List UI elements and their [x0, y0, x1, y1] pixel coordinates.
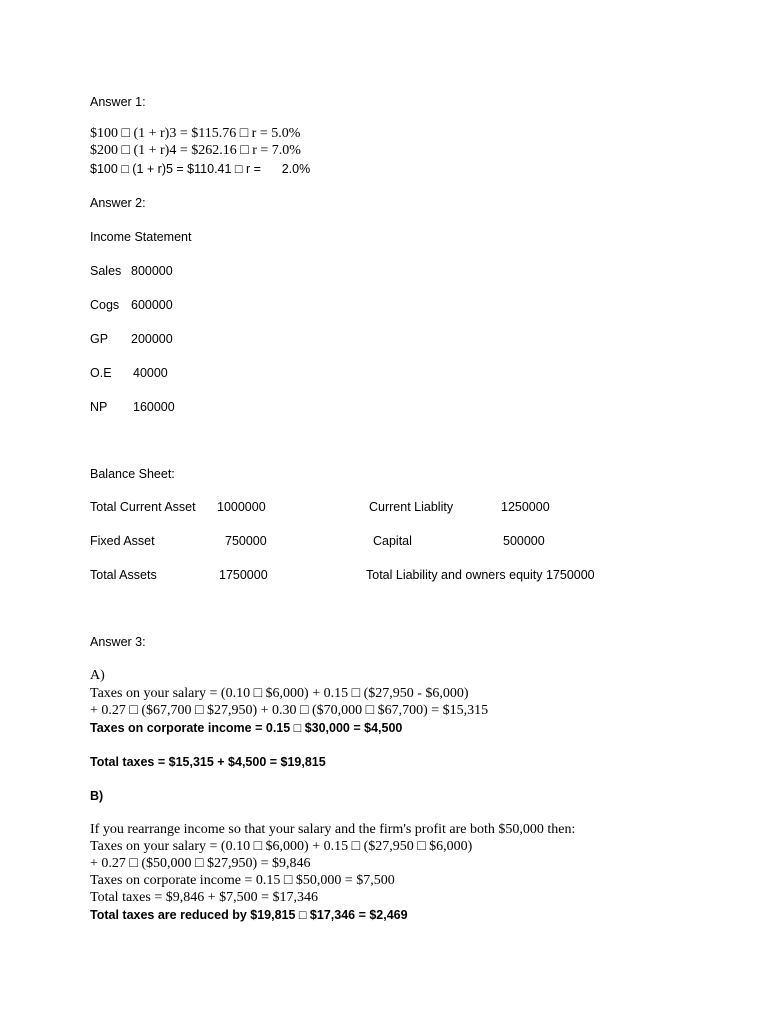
balance-left-label: Fixed Asset [90, 534, 155, 548]
answer1-line: $100 □ (1 + r)5 = $110.41 □ r = 2.0% [90, 162, 311, 176]
answer2-heading: Answer 2: [90, 196, 146, 210]
income-row-label: Sales [90, 264, 122, 278]
part-a-line: Taxes on corporate income = 0.15 □ $30,000 = $4,500 [90, 721, 403, 735]
income-row-label: O.E [90, 366, 112, 380]
balance-right-label: Current Liablity [369, 500, 454, 514]
balance-left-label: Total Current Asset [90, 500, 196, 514]
part-b-line: + 0.27 □ ($50,000 □ $27,950) = $9,846 [90, 856, 311, 871]
answer1-heading: Answer 1: [90, 95, 146, 109]
part-b-label: B) [90, 789, 104, 803]
balance-left-value: 1000000 [217, 500, 266, 514]
balance-left-label: Total Assets [90, 568, 157, 582]
part-a-line: + 0.27 □ ($67,700 □ $27,950) + 0.30 □ ($70,000 □ $67,700) = $15,315 [90, 703, 489, 718]
part-b-line: Taxes on corporate income = 0.15 □ $50,000 = $7,500 [90, 873, 395, 888]
part-a-line: Taxes on your salary = (0.10 □ $6,000) + 0.15 □ ($27,950 - $6,000) [90, 686, 469, 701]
balance-right-label: Total Liability and owners equity 1750000 [366, 568, 595, 582]
balance-left-value: 750000 [225, 534, 267, 548]
part-a-total: Total taxes = $15,315 + $4,500 = $19,815 [90, 755, 326, 769]
balance-right-label: Capital [373, 534, 412, 548]
answer3-heading: Answer 3: [90, 635, 146, 649]
answer1-line: $200 □ (1 + r)4 = $262.16 □ r = 7.0% [90, 143, 301, 158]
part-b-line: If you rearrange income so that your salary and the firm's profit are both $50,000 then: [90, 822, 576, 837]
part-b-line: Taxes on your salary = (0.10 □ $6,000) + 0.15 □ ($27,950 □ $6,000) [90, 839, 473, 854]
part-a-label: A) [90, 668, 105, 683]
income-row-value: 160000 [133, 400, 175, 414]
income-row-value: 200000 [131, 332, 173, 346]
income-row-label: NP [90, 400, 108, 414]
income-statement-title: Income Statement [90, 230, 192, 244]
balance-left-value: 1750000 [219, 568, 268, 582]
part-b-line: Total taxes = $9,846 + $7,500 = $17,346 [90, 890, 319, 905]
balance-right-value: 500000 [503, 534, 545, 548]
balance-sheet-title: Balance Sheet: [90, 467, 175, 481]
income-row-value: 40000 [133, 366, 168, 380]
answer1-line: $100 □ (1 + r)3 = $115.76 □ r = 5.0% [90, 126, 301, 141]
income-row-label: GP [90, 332, 109, 346]
part-b-result: Total taxes are reduced by $19,815 □ $17,346 = $2,469 [90, 908, 408, 922]
income-row-value: 800000 [131, 264, 173, 278]
balance-right-value: 1250000 [501, 500, 550, 514]
income-row-value: 600000 [131, 298, 173, 312]
income-row-label: Cogs [90, 298, 120, 312]
